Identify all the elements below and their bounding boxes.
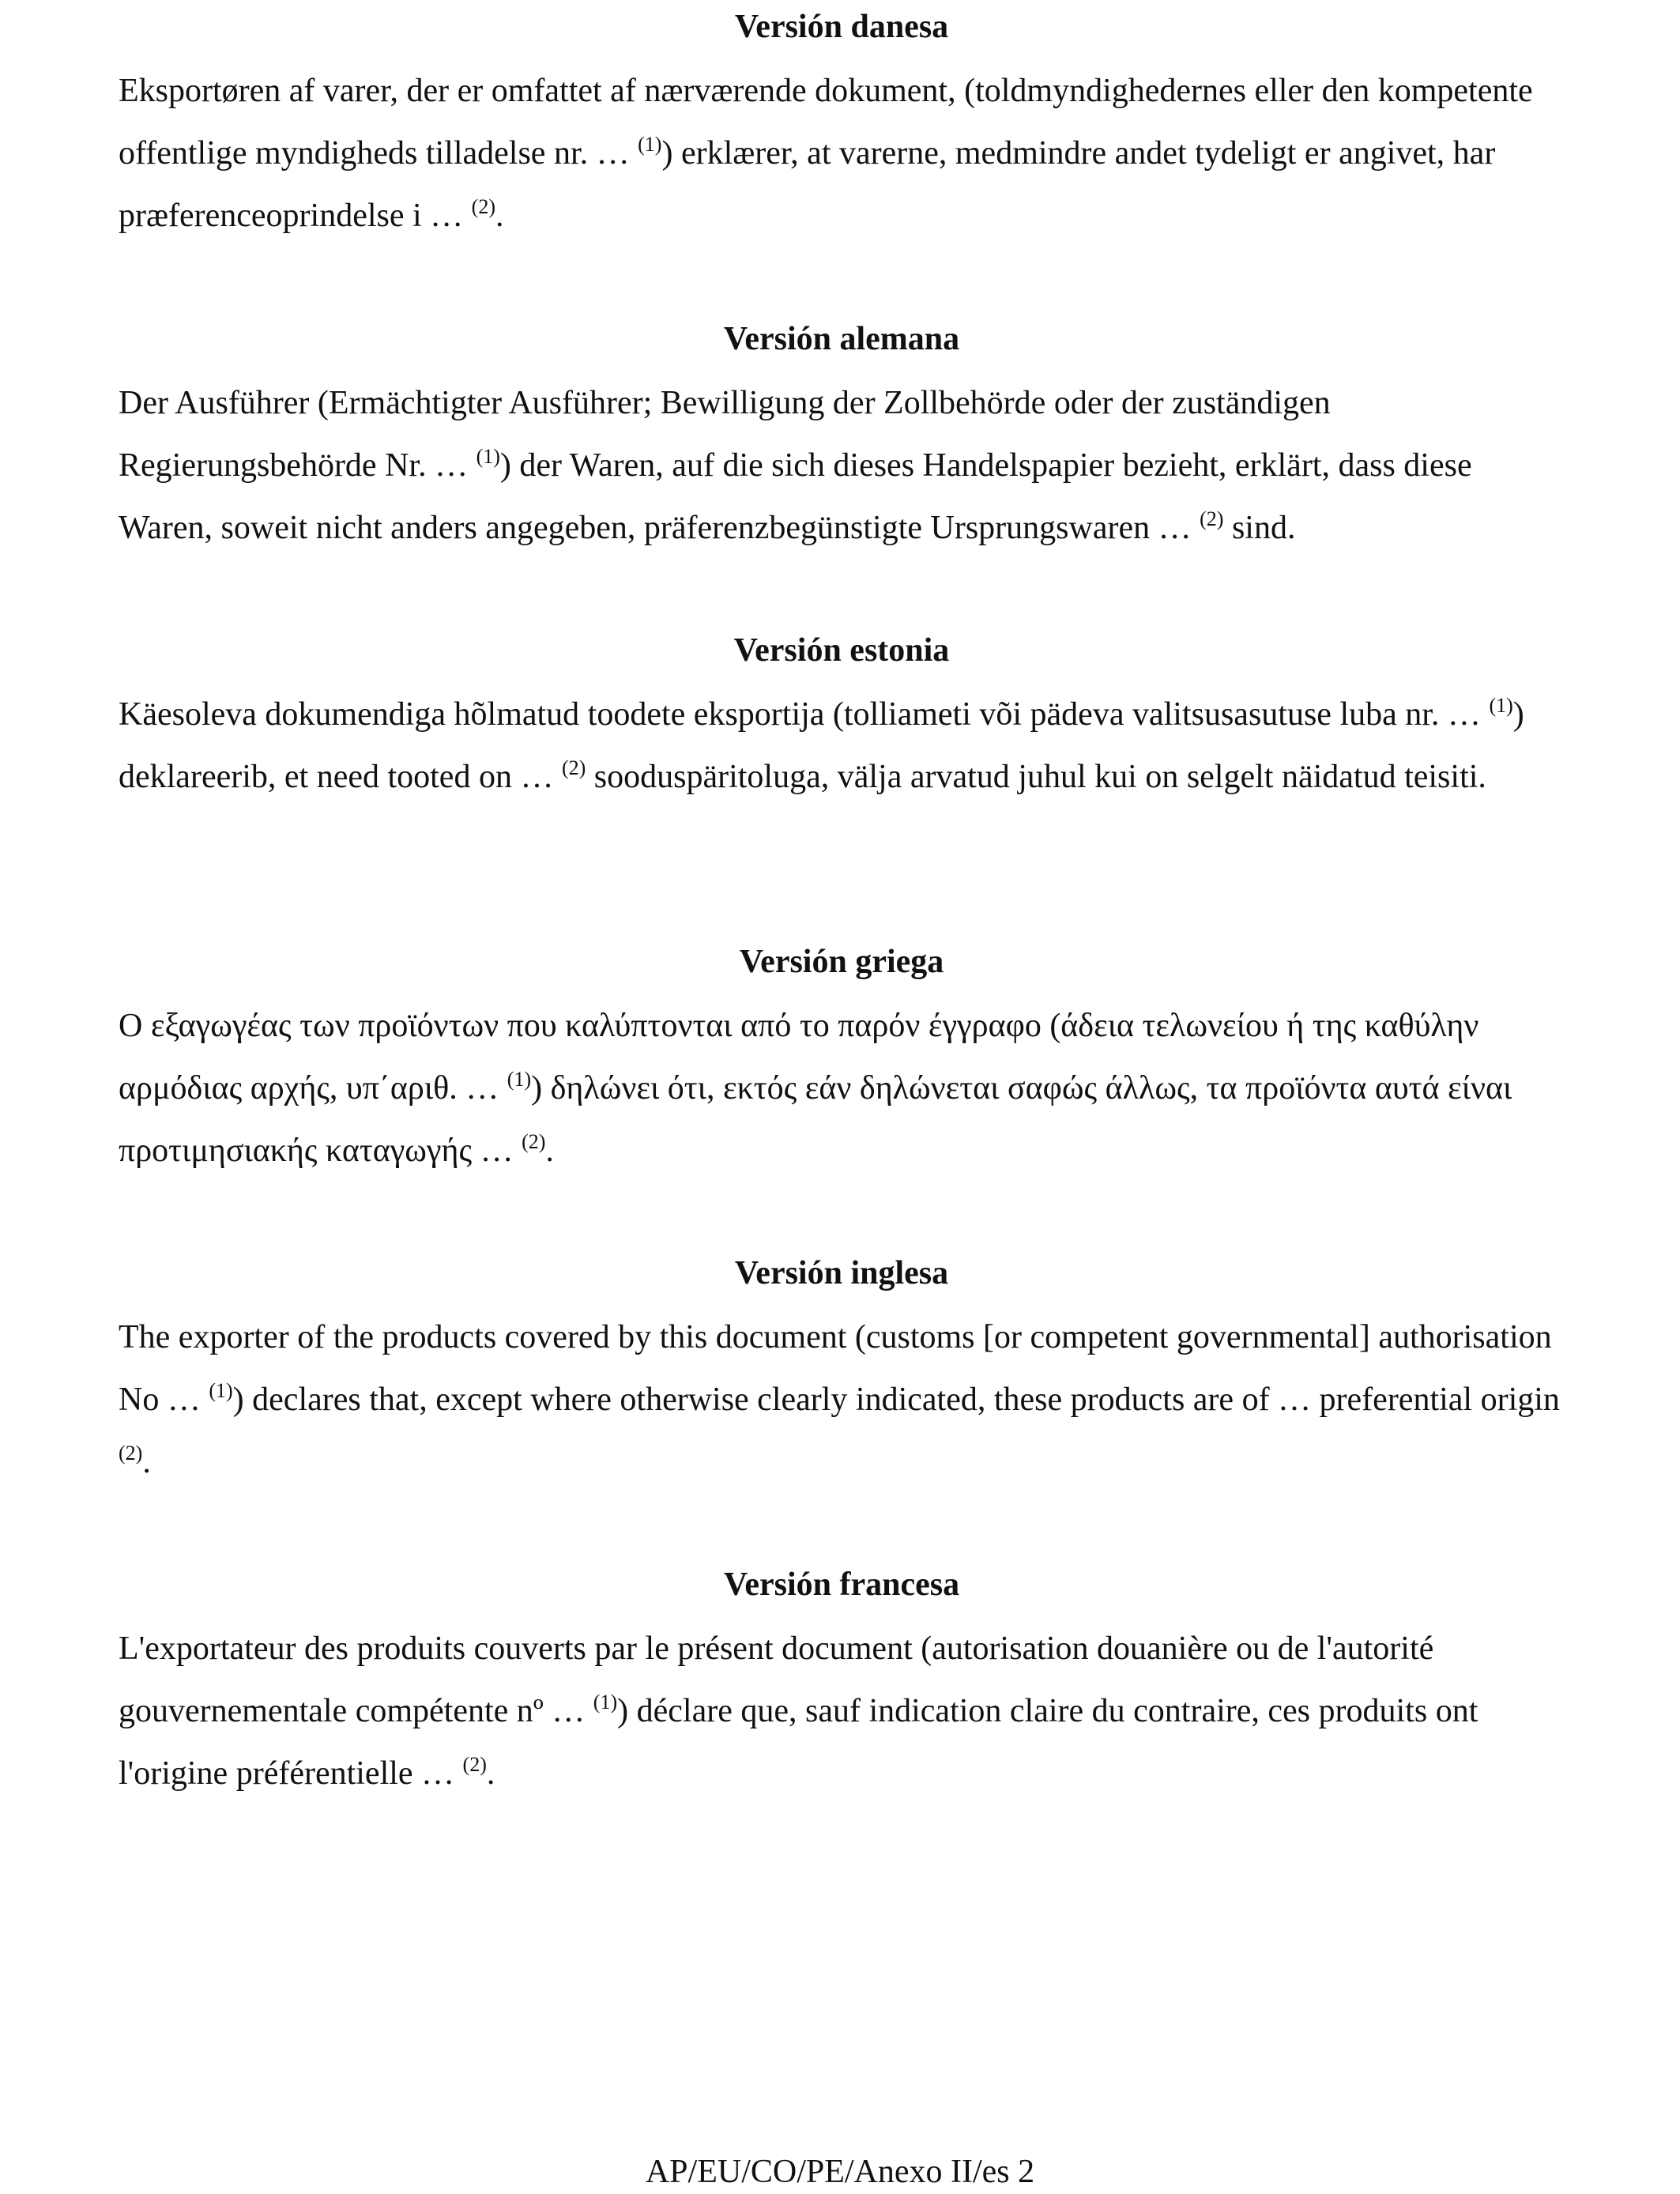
section-paragraph: [119, 1618, 1565, 1805]
paragraph-text: sooduspäritoluga, välja arvatud juhul kui on selgelt näidatud teisiti.: [586, 759, 1486, 795]
section-heading: Versión estonia: [733, 632, 950, 669]
footnote-ref-2: (2): [119, 1442, 143, 1465]
section-heading: Versión inglesa: [734, 1255, 949, 1291]
paragraph-text: L'exportateur des produits couverts par le présent document (autorisation douanière ou de l'autorité gouvernementale compétente nº …: [119, 1630, 1434, 1729]
section-estonian: [119, 628, 1565, 809]
paragraph-text: sind.: [1223, 510, 1296, 546]
paragraph-text: Eksportøren af varer, der er omfattet af nærværende dokument, (toldmyndighedernes eller den kompetente offentlige myndigheds tilladelse nr. …: [119, 73, 1533, 172]
footnote-ref-1: (1): [638, 133, 662, 156]
section-greek: [119, 940, 1565, 1182]
paragraph-text: Käesoleva dokumendiga hõlmatud toodete eksportija (tolliameti või pädeva valitsusasutuse luba nr. …: [119, 696, 1490, 733]
section-english: [119, 1251, 1565, 1494]
footnote-ref-2: (2): [471, 195, 495, 218]
paragraph-text: The exporter of the products covered by this document (customs [or competent governmental] authorisation No …: [119, 1319, 1552, 1418]
section-paragraph: [119, 995, 1565, 1182]
paragraph-text: .: [142, 1444, 151, 1480]
paragraph-text: ) déclare que, sauf indication claire du contraire, ces produits ont l'origine préférentielle …: [119, 1693, 1478, 1792]
footnote-ref-2: (2): [462, 1753, 487, 1776]
section-danish: [119, 5, 1565, 247]
section-paragraph: [119, 372, 1565, 560]
footnote-ref-1: (1): [476, 445, 500, 468]
footnote-ref-1: (1): [593, 1691, 618, 1713]
paragraph-text: ) erklærer, at varerne, medmindre andet tydeligt er angivet, har præferenceoprindelse i …: [119, 135, 1496, 234]
section-french: [119, 1563, 1565, 1805]
paragraph-text: ) deklareerib, et need tooted on …: [119, 696, 1524, 795]
section-heading: Versión francesa: [723, 1566, 960, 1603]
paragraph-text: .: [545, 1133, 554, 1169]
section-paragraph: [119, 684, 1565, 809]
section-heading: Versión griega: [739, 944, 944, 980]
paragraph-text: Der Ausführer (Ermächtigter Ausführer; Bewilligung der Zollbehörde oder der zuständigen Regierungsbehörde Nr. …: [119, 385, 1331, 484]
footnote-ref-2: (2): [1200, 507, 1224, 530]
footnote-ref-2: (2): [561, 756, 586, 779]
footnote-ref-1: (1): [1489, 694, 1513, 717]
footnote-ref-2: (2): [522, 1130, 546, 1153]
section-paragraph: [119, 60, 1565, 247]
section-german: [119, 317, 1565, 560]
section-heading: Versión danesa: [734, 9, 949, 45]
footnote-ref-1: (1): [209, 1379, 233, 1402]
section-paragraph: [119, 1306, 1565, 1494]
paragraph-text: .: [495, 198, 504, 234]
paragraph-text: ) der Waren, auf die sich dieses Handelspapier bezieht, erklärt, dass diese Waren, soweit nicht anders angegeben, präferenzbegünstigte Ursprungswaren …: [119, 447, 1472, 546]
paragraph-text: Ο εξαγωγέας των προϊόντων που καλύπτονται από το παρόν έγγραφο (άδεια τελωνείου ή της καθύλην αρμόδιας αρχής, υπ΄αριθ. …: [119, 1008, 1479, 1106]
paragraph-text: ) δηλώνει ότι, εκτός εάν δηλώνεται σαφώς άλλως, τα προϊόντα αυτά είναι προτιμησιακής καταγωγής …: [119, 1070, 1512, 1169]
section-heading: Versión alemana: [723, 321, 960, 357]
paragraph-text: .: [486, 1755, 495, 1792]
paragraph-text: ) declares that, except where otherwise clearly indicated, these products are of … preferential origin: [232, 1382, 1560, 1418]
page-footer: AP/EU/CO/PE/Anexo II/es 2: [645, 2154, 1035, 2190]
footnote-ref-1: (1): [507, 1068, 532, 1091]
